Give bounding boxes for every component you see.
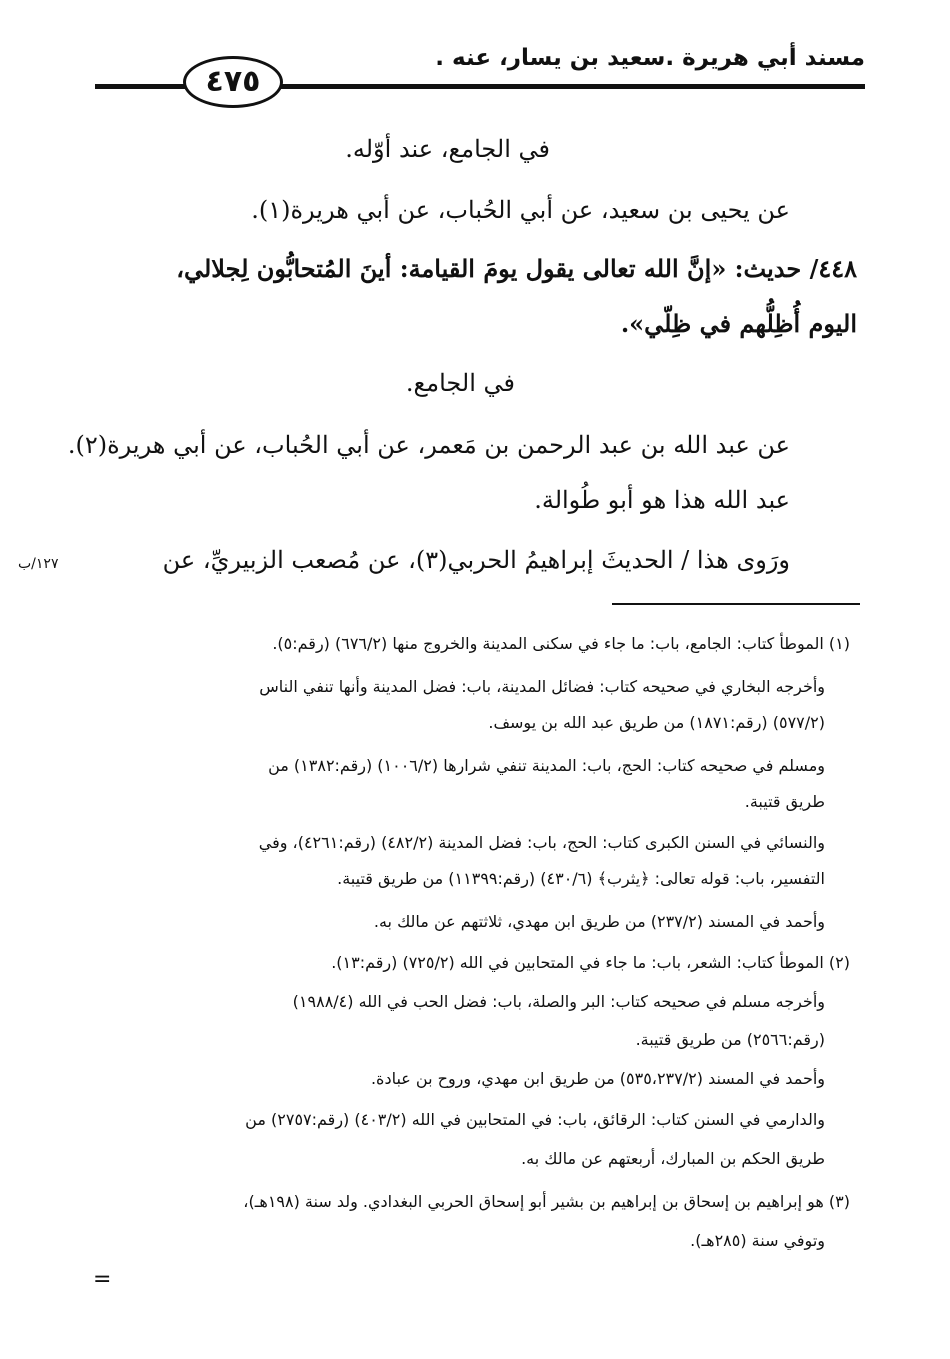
footnote-line: طريق قتيبة.	[744, 792, 825, 811]
page-number-badge: ٤٧٥	[183, 56, 283, 108]
main-line-2: عن يحيى بن سعيد، عن أبي الحُباب، عن أبي هريرة(١).	[251, 196, 790, 224]
footnote-line: (رقم:٢٥٦٦) من طريق قتيبة.	[635, 1030, 825, 1049]
main-line-7: عبد الله هذا هو أبو طُوالة.	[534, 486, 790, 514]
footnote-line: (٥٧٧/٢) (رقم:١٨٧١) من طريق عبد الله بن يوسف.	[488, 713, 825, 732]
running-header: مسند أبي هريرة .سعيد بن يسار، عنه .	[435, 45, 865, 71]
footnote-line: التفسير، باب: قوله تعالى: ﴿يثرب﴾ (٤٣٠/٦) (رقم:١١٣٩٩) من طريق قتيبة.	[337, 869, 825, 888]
footnote-line: وأحمد في المسند (٢٣٧/٢) من طريق ابن مهدي، ثلاثتهم عن مالك به.	[373, 912, 825, 931]
hadith-heading-line: ٤٤٨/ حديث: «إنَّ الله تعالى يقول يومَ القيامة: أينَ المُتحابُّون لِجلالي،	[176, 254, 857, 283]
footnote-line: (٢) الموطأ كتاب: الشعر، باب: ما جاء في المتحابين في الله (٧٢٥/٢) (رقم:١٣).	[331, 953, 850, 972]
main-line-5: في الجامع.	[405, 369, 515, 397]
footnote-line: وتوفي سنة (٢٨٥هـ).	[690, 1231, 825, 1250]
footnote-line: والنسائي في السنن الكبرى كتاب: الحج، باب: فضل المدينة (٤٨٢/٢) (رقم:٤٢٦١)، وفي	[258, 833, 825, 852]
margin-folio-note: ١٢٧/ب	[18, 556, 59, 572]
footnote-line: طريق الحكم بن المبارك، أربعتهم عن مالك به.	[521, 1149, 825, 1168]
footnote-line: وأخرجه مسلم في صحيحه كتاب: البر والصلة، باب: فضل الحب في الله (١٩٨٨/٤)	[292, 992, 825, 1011]
main-line-1: في الجامع، عند أوّله.	[345, 135, 550, 163]
hadith-text-line: اليوم أُظِلُّهم في ظِلّي».	[620, 309, 857, 338]
main-line-6: عن عبد الله بن عبد الرحمن بن مَعمر، عن أبي الحُباب، عن أبي هريرة(٢).	[67, 431, 790, 459]
footnote-separator	[612, 603, 860, 605]
footnote-line: (١) الموطأ كتاب: الجامع، باب: ما جاء في سكنى المدينة والخروج منها (٦٧٦/٢) (رقم:٥).	[272, 634, 850, 653]
main-line-8: ورَوى هذا / الحديثَ إبراهيمُ الحربي(٣)، عن مُصعب الزبيريِّ، عن	[162, 546, 790, 574]
footnote-line: ومسلم في صحيحه كتاب: الحج، باب: المدينة تنفي شرارها (١٠٠٦/٢) (رقم:١٣٨٢) من	[268, 756, 825, 775]
footnote-line: وأخرجه البخاري في صحيحه كتاب: فضائل المدينة، باب: فضل المدينة وأنها تنفي الناس	[259, 677, 825, 696]
footnote-line: (٣) هو إبراهيم بن إسحاق بن إبراهيم بن بشير أبو إسحاق الحربي البغدادي. ولد سنة (١٩٨هـ)،	[243, 1192, 850, 1211]
footnote-line: وأحمد في المسند (٥٣٥،٢٣٧/٢) من طريق ابن مهدي، وروح بن عبادة.	[370, 1069, 825, 1088]
footnote-line: والدارمي في السنن كتاب: الرقائق، باب: في المتحابين في الله (٤٠٣/٢) (رقم:٢٧٥٧) من	[245, 1110, 825, 1129]
continuation-mark: =	[93, 1267, 112, 1292]
